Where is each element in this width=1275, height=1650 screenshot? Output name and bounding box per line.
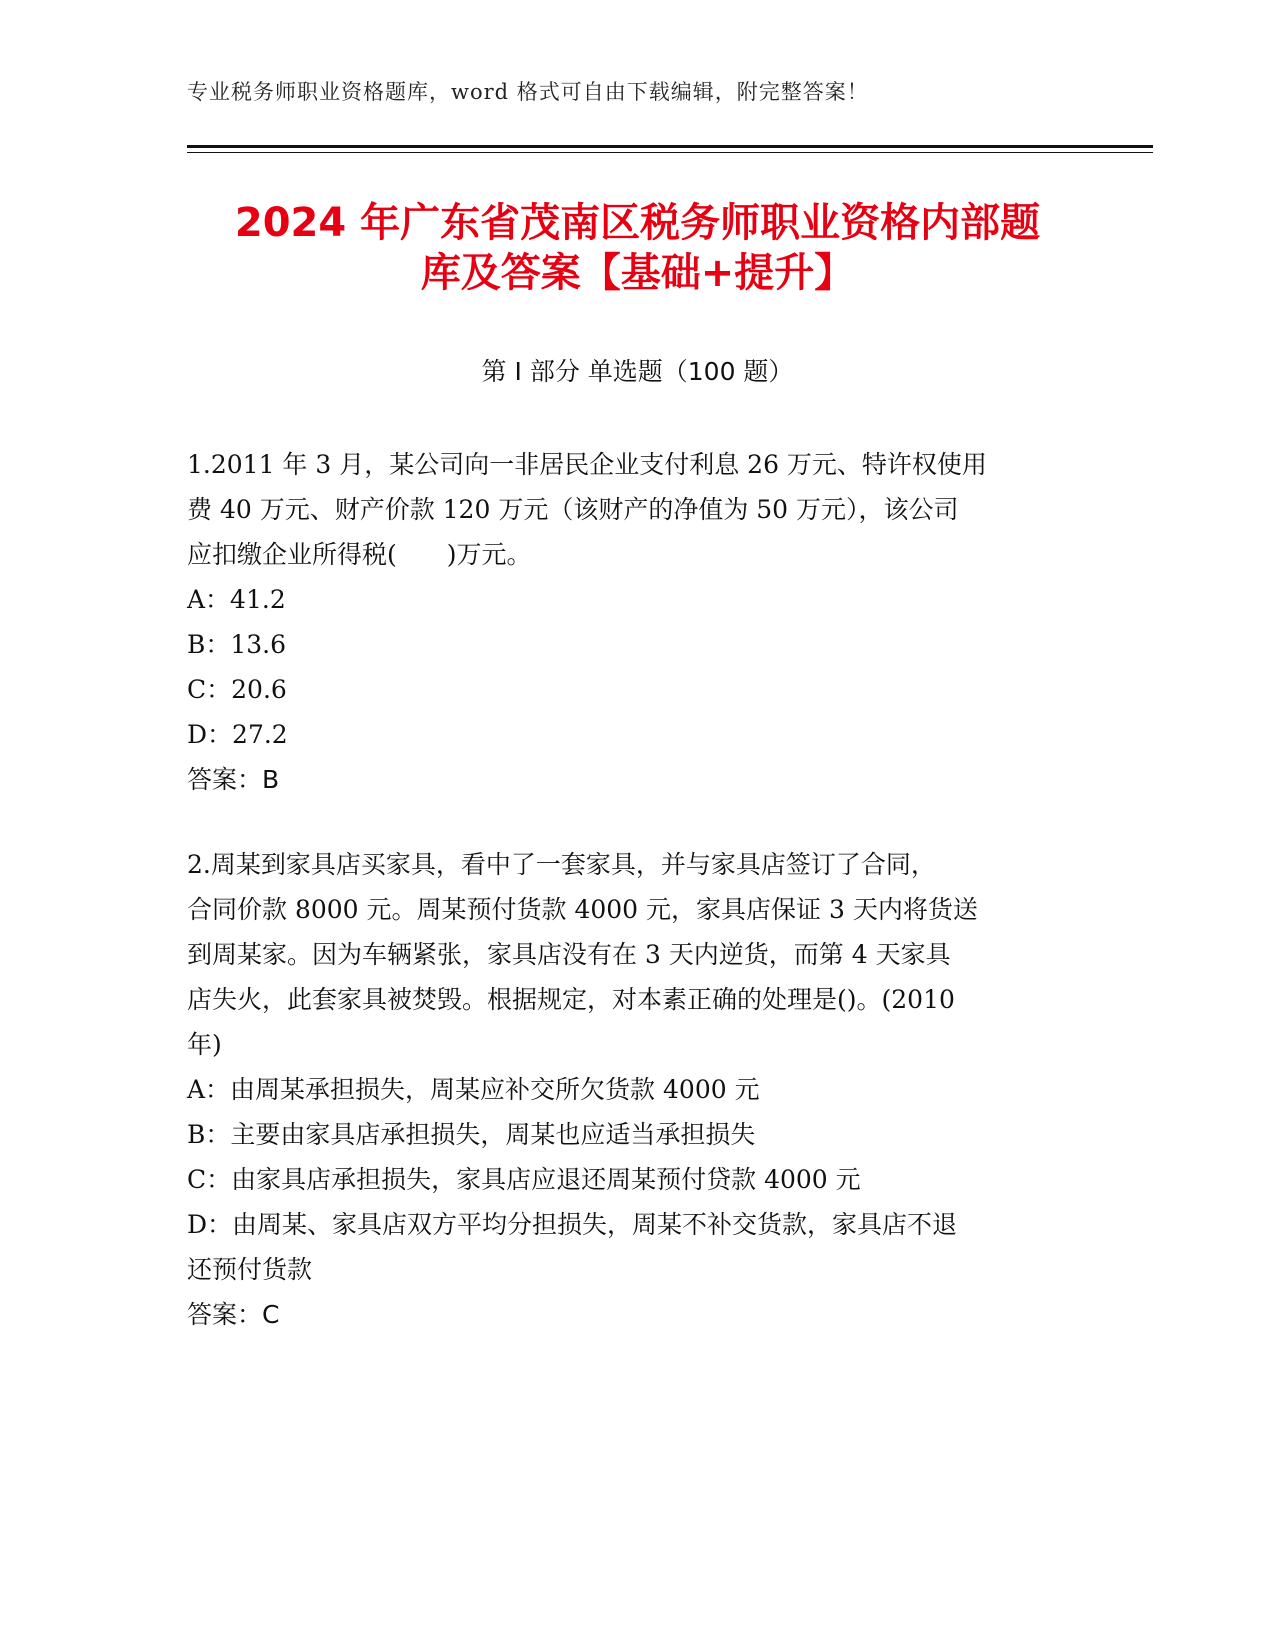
option-c: C：由家具店承担损失，家具店应退还周某预付贷款 4000 元 [187,1165,861,1194]
question-stem-line: 应扣缴企业所得税( )万元。 [187,540,532,569]
answer: 答案：B [187,765,280,794]
option-d-line: D：由周某、家具店双方平均分担损失，周某不补交货款，家具店不退 [187,1210,958,1239]
question-2 [187,842,1082,1337]
question-stem-line: 1.2011 年 3 月，某公司向一非居民企业支付利息 26 万元、特许权使用 [187,450,987,479]
title-line-1: 2024 年广东省茂南区税务师职业资格内部题 [234,200,1041,246]
option-b: B：13.6 [187,630,287,659]
answer: 答案：C [187,1300,280,1329]
option-b: B：主要由家具店承担损失，周某也应适当承担损失 [187,1120,756,1149]
question-stem-line: 2.周某到家具店买家具，看中了一套家具，并与家具店签订了合同， [187,850,936,879]
option-d: D：27.2 [187,720,288,749]
header-note: 专业税务师职业资格题库，word 格式可自由下载编辑，附完整答案！ [187,80,869,104]
header-rule-thin [187,152,1153,153]
question-stem-line: 费 40 万元、财产价款 120 万元（该财产的净值为 50 万元），该公司 [187,495,959,524]
option-a: A：41.2 [187,585,286,614]
question-stem-line: 年) [187,1030,222,1059]
question-stem-line: 合同价款 8000 元。周某预付货款 4000 元，家具店保证 3 天内将货送 [187,895,978,924]
question-stem-line: 到周某家。因为车辆紧张，家具店没有在 3 天内逆货，而第 4 天家具 [187,940,951,969]
option-a: A：由周某承担损失，周某应补交所欠货款 4000 元 [187,1075,760,1104]
header-rule-thick [187,145,1153,148]
question-1 [187,442,1082,802]
title-line-2: 库及答案【基础+提升】 [420,250,855,296]
section-title: 第 I 部分 单选题（100 题） [481,357,794,386]
document-title [160,198,1115,298]
option-d-line: 还预付货款 [187,1255,313,1284]
question-stem-line: 店失火，此套家具被焚毁。根据规定，对本素正确的处理是()。(2010 [187,985,955,1014]
option-c: C：20.6 [187,675,287,704]
